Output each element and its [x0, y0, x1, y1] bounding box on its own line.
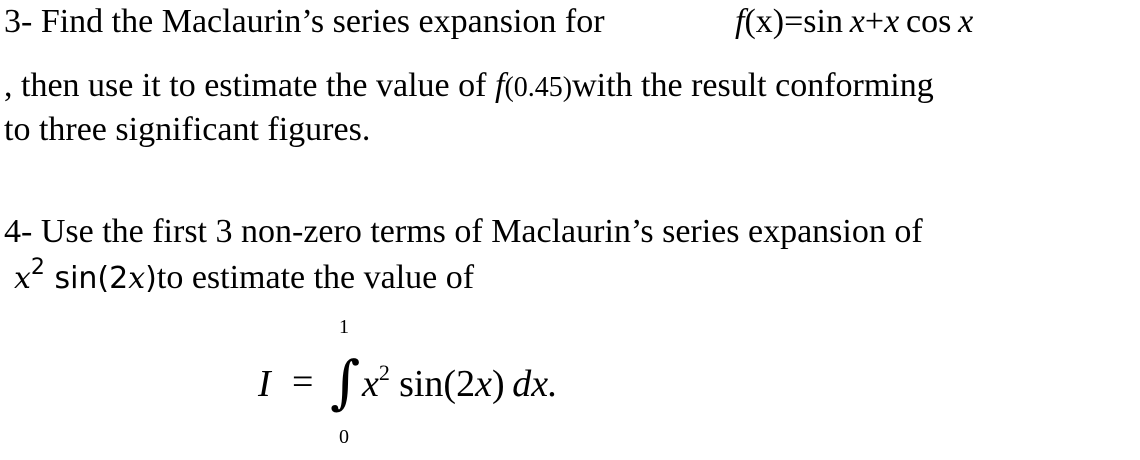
integral-upper-limit: 1 [339, 316, 349, 338]
integrand [362, 362, 558, 411]
problem3-line2 [4, 66, 934, 108]
problem4-line1 [4, 212, 923, 252]
problem3-line2-prefix: , then use it to estimate the value of [4, 67, 495, 104]
integral-lhs-I: I [258, 363, 271, 405]
close-paren: ) [491, 363, 505, 405]
close-paren: ) [145, 261, 157, 296]
variable-x: x [884, 3, 900, 40]
differential-dx: dx. [512, 363, 558, 405]
integral-equals-sign: = [292, 361, 314, 403]
problem4-expression [14, 255, 157, 296]
sin-part: sin(2 [44, 261, 129, 296]
problem3-line1 [4, 2, 605, 42]
problem3-line3 [4, 110, 370, 150]
problem4-intro-text: 4- Use the first 3 non-zero terms of Maclaurin’s series expansion of [4, 213, 923, 250]
equals-sign: = [784, 3, 804, 40]
exponent: 2 [378, 360, 390, 385]
problem4-line2 [14, 255, 475, 302]
function-name: f [494, 67, 505, 104]
cos-operator: cos [905, 3, 952, 40]
problem3-line2-suffix: with the result conforming [572, 67, 934, 104]
sin-operator: sin [803, 3, 843, 40]
integral-lower-limit: 0 [339, 426, 349, 448]
variable-x: x [14, 261, 31, 296]
variable-x: x [958, 3, 974, 40]
function-argument: (0.45) [504, 72, 573, 103]
variable-x: x [475, 363, 492, 405]
problem3-intro-text: 3- Find the Maclaurin’s series expansion for [4, 3, 605, 40]
function-name: f [735, 3, 745, 40]
integral-sign-icon: ∫ [330, 348, 361, 416]
exponent: 2 [30, 255, 45, 280]
variable-x: x [362, 363, 379, 405]
problem3-function-definition [735, 2, 973, 42]
variable-x: x [849, 3, 865, 40]
variable-x: x [128, 261, 146, 296]
plus-sign: + [864, 3, 885, 40]
problem3-line3-text: to three significant figures. [4, 111, 371, 148]
function-argument: (x) [744, 3, 785, 40]
sin-operator: sin(2 [399, 363, 476, 405]
problem4-line2-suffix: to estimate the value of [156, 259, 475, 296]
